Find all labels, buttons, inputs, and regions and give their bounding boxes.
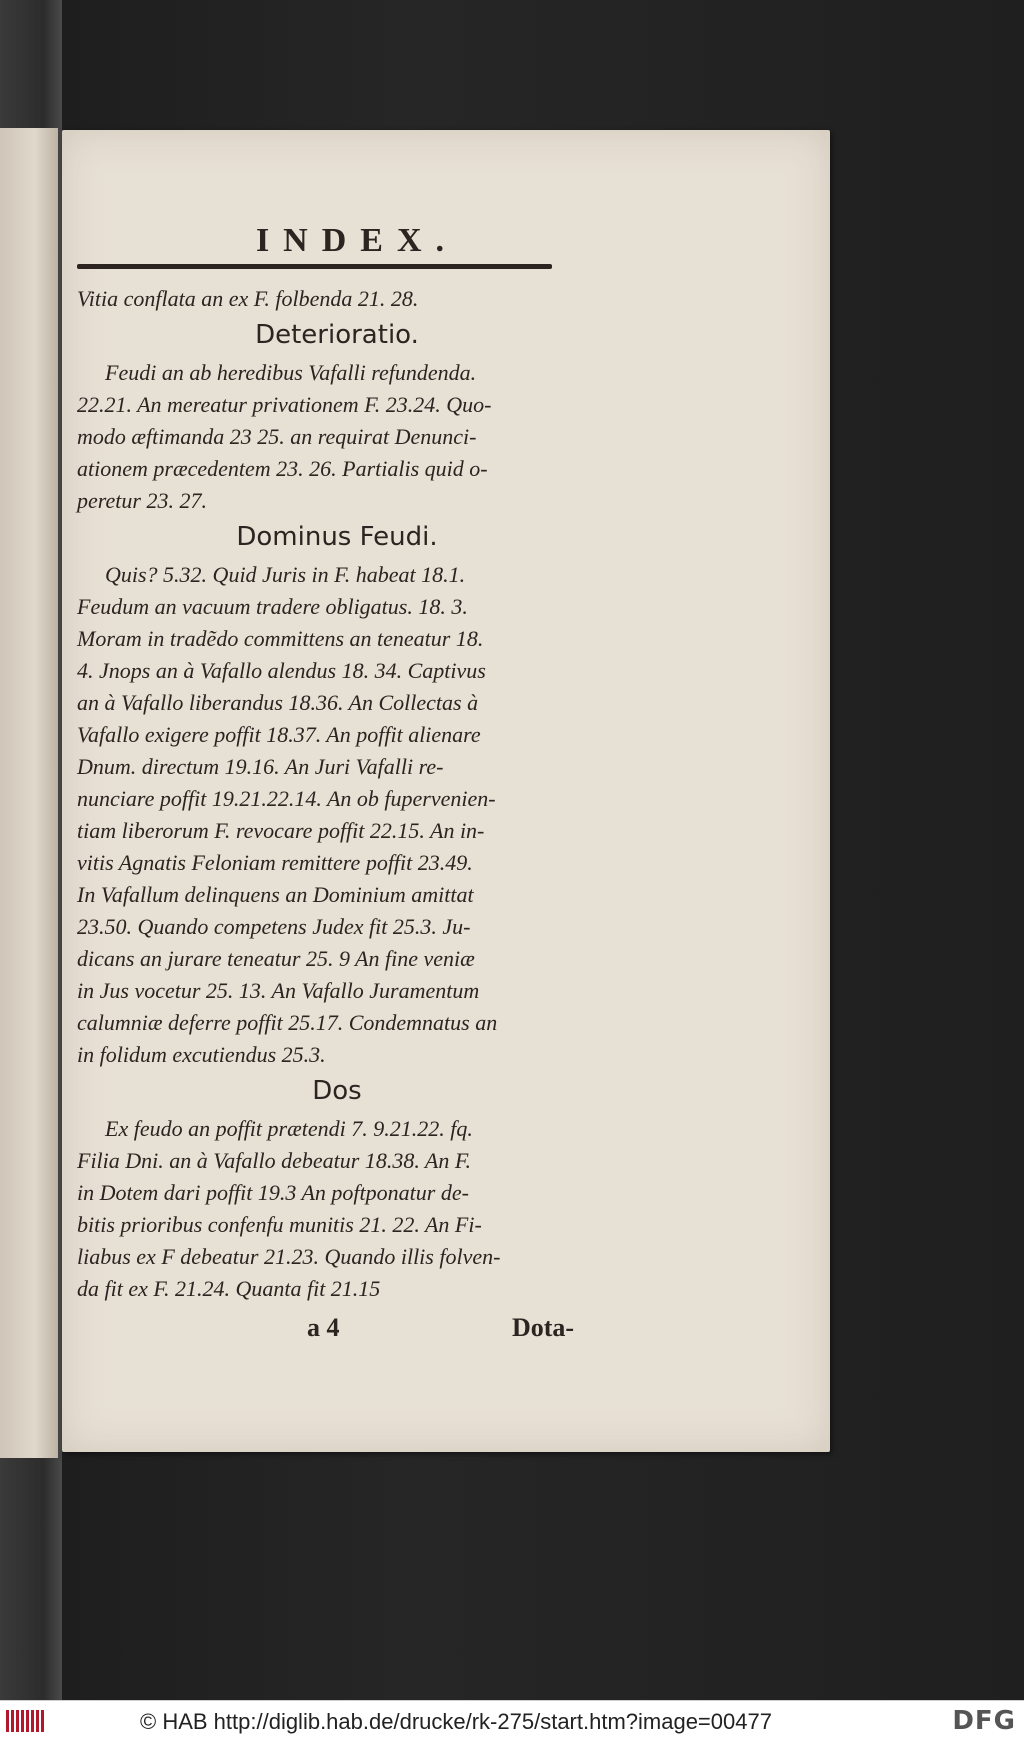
entry-line: calumniæ deferre poffit 25.17. Condemnatus an xyxy=(77,1010,498,1035)
entry-line: Feudi an ab heredibus Vafalli refundenda. xyxy=(105,360,477,385)
section-heading: Dominus Feudi. xyxy=(236,522,438,552)
entry-line: an à Vafallo liberandus 18.36. An Collectas à xyxy=(77,690,479,715)
entry-line: In Vafallum delinquens an Dominium amittat xyxy=(77,882,474,907)
entry-line: vitis Agnatis Feloniam remittere poffit 23.49. xyxy=(77,850,473,875)
entry-line: modo æftimanda 23 25. an requirat Denunci- xyxy=(77,424,477,449)
copyright-link[interactable]: © HAB http://diglib.hab.de/drucke/rk-275/start.htm?image=00477 xyxy=(140,1709,772,1734)
page-header: INDEX. xyxy=(255,222,459,259)
previous-page-edge xyxy=(0,128,58,1458)
entry-line: Moram in tradẽdo committens an teneatur 18. xyxy=(77,626,484,651)
book-page xyxy=(62,130,830,1452)
entry-line: in Dotem dari poffit 19.3 An poftponatur de- xyxy=(77,1180,469,1205)
entry-line: 23.50. Quando competens Judex fit 25.3. Ju- xyxy=(77,914,471,939)
section-heading: Deterioratio. xyxy=(255,320,419,350)
catchword: Dota- xyxy=(512,1313,575,1342)
entry-line: 22.21. An mereatur privationem F. 23.24. Quo- xyxy=(77,392,492,417)
header-rule xyxy=(77,264,552,269)
entry-line: ationem præcedentem 23. 26. Partialis quid o- xyxy=(77,456,488,481)
entry-line: bitis prioribus confenfu munitis 21. 22. An Fi- xyxy=(77,1212,482,1237)
section-heading: Dos xyxy=(312,1076,362,1106)
dfg-logo: DFG xyxy=(952,1706,1016,1736)
entry-line: 4. Jnops an à Vafallo alendus 18. 34. Captivus xyxy=(77,658,486,683)
entry-line: in folidum excutiendus 25.3. xyxy=(77,1042,326,1067)
entry-line: Filia Dni. an à Vafallo debeatur 18.38. An F. xyxy=(77,1148,471,1173)
page-footer-row xyxy=(77,1313,597,1353)
signature-mark: a 4 xyxy=(307,1313,340,1342)
barcode-icon xyxy=(6,1710,46,1732)
entry-line: da fit ex F. 21.24. Quanta fit 21.15 xyxy=(77,1276,381,1301)
viewer-footer-bar xyxy=(0,1700,1024,1740)
entry-line: liabus ex F debeatur 21.23. Quando illis folven- xyxy=(77,1244,501,1269)
entry-line: peretur 23. 27. xyxy=(77,488,207,513)
entry-line: in Jus vocetur 25. 13. An Vafallo Juramentum xyxy=(77,978,480,1003)
entry-line: Quis? 5.32. Quid Juris in F. habeat 18.1. xyxy=(105,562,466,587)
entry-line: nunciare poffit 19.21.22.14. An ob fupervenien- xyxy=(77,786,496,811)
entry-line: dicans an jurare teneatur 25. 9 An fine veniæ xyxy=(77,946,475,971)
continuation-line: Vitia conflata an ex F. folbenda 21. 28. xyxy=(77,286,419,311)
entry-line: Vafallo exigere poffit 18.37. An poffit alienare xyxy=(77,722,481,747)
entry-line: Ex feudo an poffit prætendi 7. 9.21.22. fq. xyxy=(105,1116,473,1141)
entry-line: Dnum. directum 19.16. An Juri Vafalli re- xyxy=(77,754,444,779)
entry-line: tiam liberorum F. revocare poffit 22.15. An in- xyxy=(77,818,485,843)
entry-line: Feudum an vacuum tradere obligatus. 18. 3. xyxy=(77,594,468,619)
page-text-block xyxy=(77,222,597,1353)
